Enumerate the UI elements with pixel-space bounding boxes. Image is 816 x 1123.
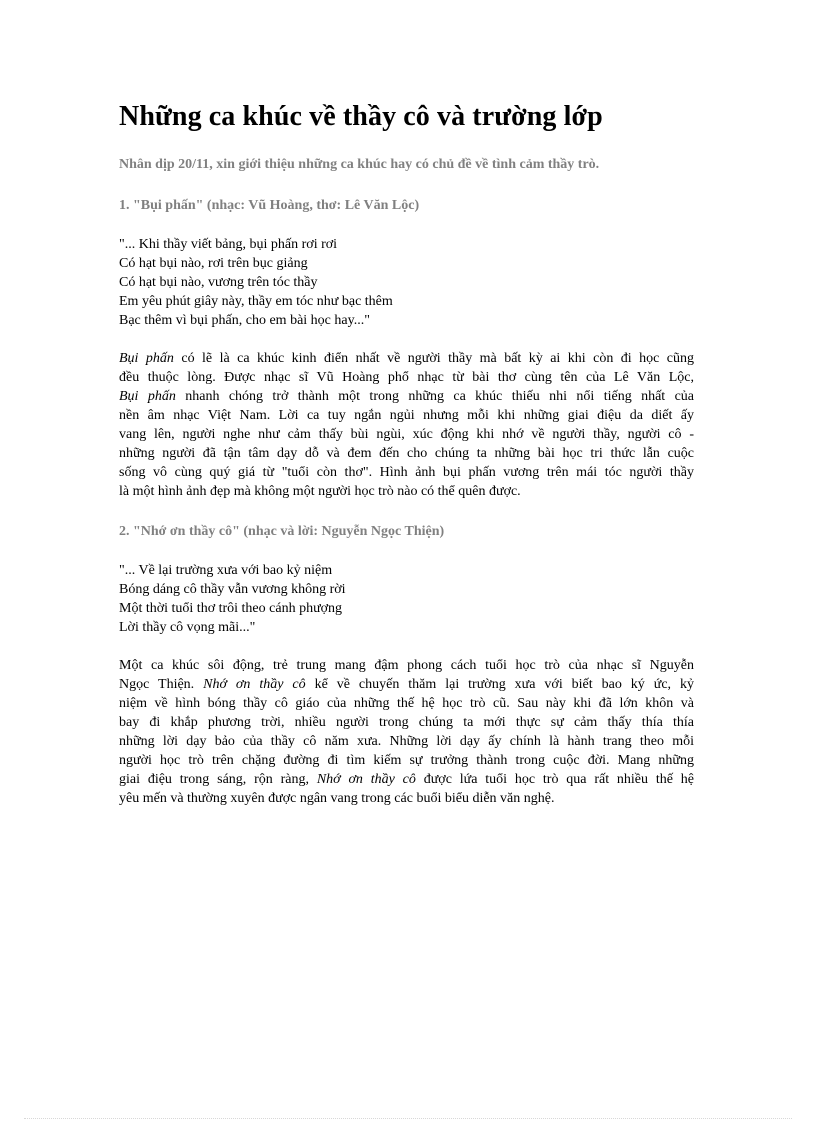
paragraph-line: là một hình ảnh đẹp mà không một người học trò nào có thể quên được. [119, 484, 521, 499]
paragraph-text: có lẽ là ca khúc kinh điển nhất về người thầy mà bất kỳ ai khi còn đi học cũng [173, 351, 694, 366]
paragraph-line: vang lên, người nghe như cảm thấy bùi ngùi, xúc động khi nhớ về người thầy, người cô - [119, 427, 694, 442]
paragraph-text: được lứa tuổi học trò qua rất nhiều thế hệ [415, 772, 694, 787]
song-heading: 2. "Nhớ ơn thầy cô" (nhạc và lời: Nguyễn Ngọc Thiện) [119, 524, 445, 539]
intro-text: Nhân dịp 20/11, xin giới thiệu những ca khúc hay có chủ đề về tình cảm thầy trò. [119, 157, 600, 172]
paragraph-line [119, 349, 694, 368]
paragraph-text: nhanh chóng trở thành một trong những ca khúc thiếu nhi nổi tiếng nhất của [175, 389, 695, 404]
verse-line: Bạc thêm vì bụi phấn, cho em bài học hay..." [119, 313, 370, 328]
paragraph-line [119, 675, 694, 694]
verse-line: Có hạt bụi nào, vương trên tóc thầy [119, 275, 318, 290]
verse-line: Bóng dáng cô thầy vẫn vương không rời [119, 582, 346, 597]
paragraph-text: Ngọc Thiện. [119, 677, 204, 692]
song-title-italic: Bụi phấn [119, 389, 176, 404]
song-description [119, 349, 694, 501]
document-page [119, 100, 694, 808]
paragraph-line: những lời dạy bảo của thầy cô năm xưa. Những lời dạy ấy chính là hành trang theo mỗi [119, 734, 694, 749]
song-heading: 1. "Bụi phấn" (nhạc: Vũ Hoàng, thơ: Lê Văn Lộc) [119, 198, 420, 213]
verse-line: Có hạt bụi nào, rơi trên bục giảng [119, 256, 308, 271]
song-verse [119, 235, 694, 330]
song-title-italic: Nhớ ơn thầy cô [316, 772, 416, 787]
paragraph-line: sống vô cùng quý giá từ "tuổi còn thơ". Hình ảnh bụi phấn vương trên mái tóc người thầy [119, 465, 694, 480]
song-title-italic: Nhớ ơn thầy cô [203, 677, 306, 692]
song-title-italic: Bụi phấn [119, 351, 174, 366]
verse-line: Lời thầy cô vọng mãi..." [119, 620, 256, 635]
verse-line: Một thời tuổi thơ trôi theo cánh phượng [119, 601, 343, 616]
verse-line: Em yêu phút giây này, thầy em tóc như bạc thêm [119, 294, 393, 309]
paragraph-text: giai điệu trong sáng, rộn ràng, [119, 772, 317, 787]
verse-line: "... Về lại trường xưa với bao kỷ niệm [119, 563, 333, 578]
song-verse [119, 561, 694, 637]
paragraph-text: kể về chuyến thăm lại trường xưa với biết bao ký ức, kỷ [305, 677, 694, 692]
paragraph-line: bay đi khắp phương trời, nhiều người trong chúng ta mới thực sự cảm thấy thía thía [119, 715, 694, 730]
paragraph-line: những người đã tận tâm dạy dỗ và đem đến cho chúng ta những bài học tri thức lẫn cuộc [119, 446, 694, 461]
page-bottom-border [24, 1118, 792, 1119]
paragraph-line: đều thuộc lòng. Được nhạc sĩ Vũ Hoàng phổ nhạc từ bài thơ cùng tên của Lê Văn Lộc, [119, 370, 694, 385]
document-title: Những ca khúc về thầy cô và trường lớp [119, 101, 603, 132]
paragraph-line: yêu mến và thường xuyên được ngân vang trong các buổi biểu diễn văn nghệ. [119, 791, 555, 806]
verse-line: "... Khi thầy viết bảng, bụi phấn rơi rơi [119, 237, 338, 252]
paragraph-line: nền âm nhạc Việt Nam. Lời ca tuy ngắn ngủi nhưng mỗi khi những giai điệu da diết ấy [119, 408, 694, 423]
paragraph-line: niệm về hình bóng thầy cô giáo của những thế hệ học trò cũ. Sau này khi đã lớn khôn và [119, 696, 694, 711]
paragraph-line: Một ca khúc sôi động, trẻ trung mang đậm phong cách tuổi học trò của nhạc sĩ Nguyễn [119, 658, 694, 673]
paragraph-line [119, 770, 694, 789]
song-description [119, 656, 694, 808]
paragraph-line [119, 387, 694, 406]
paragraph-line: người học trò trên chặng đường đi tìm kiếm sự trưởng thành trong cuộc đời. Mang những [119, 753, 694, 768]
